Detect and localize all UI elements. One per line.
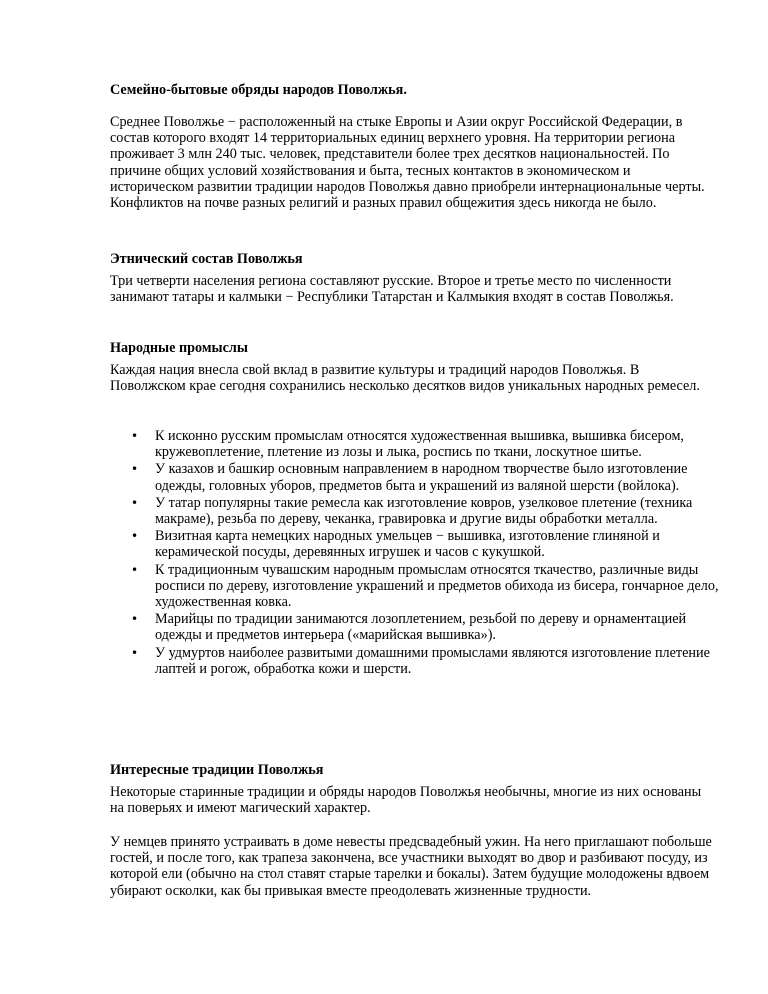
document-title: Семейно-бытовые обряды народов Поволжья. xyxy=(110,82,407,98)
list-item: • Визитная карта немецких народных умельцев − вышивка, изготовление глиняной и керамической посуды, деревянных игрушек и часов с кукушкой. xyxy=(110,528,720,560)
list-item: • К традиционным чувашским народным промыслам относятся ткачество, различные виды росписи по дереву, изготовление украшений и предметов обихода из бисера, гончарное дело, художественная ковка. xyxy=(110,562,720,611)
list-item: • К исконно русским промыслам относятся художественная вышивка, вышивка бисером, кружевоплетение, плетение из лозы и лыка, роспись по ткани, лоскутное шитье. xyxy=(110,428,720,460)
intro-paragraph: Среднее Поволжье − расположенный на стыке Европы и Азии округ Российской Федерации, в состав которого входят 14 территориальных единиц верхнего уровня. На территории региона проживает 3 млн 240 тыс. человек, представители более трех десятков национальностей. По причине общих условий хозяйствования и быта, тесных контактов в экономическом и историческом развитии традиции народов Поволжья давно приобрели интернациональные черты. Конфликтов на почве разных религий и разных правил общежития здесь никогда не было. xyxy=(110,114,705,212)
list-item: • У казахов и башкир основным направлением в народном творчестве было изготовление одежды, головных уборов, предметов быта и украшений из валяной шерсти (войлока). xyxy=(110,461,720,493)
list-item: • У татар популярны такие ремесла как изготовление ковров, узелковое плетение (техника макраме), резьба по дереву, чеканка, гравировка и другие виды обработки металла. xyxy=(110,495,720,527)
section-heading-crafts: Народные промыслы xyxy=(110,340,248,356)
crafts-bullet-list xyxy=(110,428,720,677)
list-item: • Марийцы по традиции занимаются лозоплетением, резьбой по дереву и орнаментацией одежды и предметов интерьера («марийская вышивка»). xyxy=(110,611,720,643)
traditions-paragraph-1: Некоторые старинные традиции и обряды народов Поволжья необычны, многие из них основаны на поверьях и имеют магический характер. xyxy=(110,784,702,817)
traditions-paragraph-2: У немцев принято устраивать в доме невесты предсвадебный ужин. На него приглашают побольше гостей, и после того, как трапеза закончена, все участники выходят во двор и разбивают посуду, из которой ели (обычно на стол ставят старые тарелки и бокалы). Затем будущие молодожены вдвоем убирают осколки, как бы привыкая вместе преодолевать жизненные трудности. xyxy=(110,834,712,899)
crafts-paragraph: Каждая нация внесла свой вклад в развитие культуры и традиций народов Поволжья. В Поволжском крае сегодня сохранились несколько десятков видов уникальных народных ремесел. xyxy=(110,362,700,395)
section-heading-traditions: Интересные традиции Поволжья xyxy=(110,762,324,778)
section-heading-ethnic: Этнический состав Поволжья xyxy=(110,251,303,267)
list-item: • У удмуртов наиболее развитыми домашними промыслами являются изготовление плетение лаптей и рогож, обработка кожи и шерсти. xyxy=(110,645,720,677)
ethnic-paragraph: Три четверти населения региона составляют русские. Второе и третье место по численности занимают татары и калмыки − Республики Татарстан и Калмыкия входят в состав Поволжья. xyxy=(110,273,674,306)
